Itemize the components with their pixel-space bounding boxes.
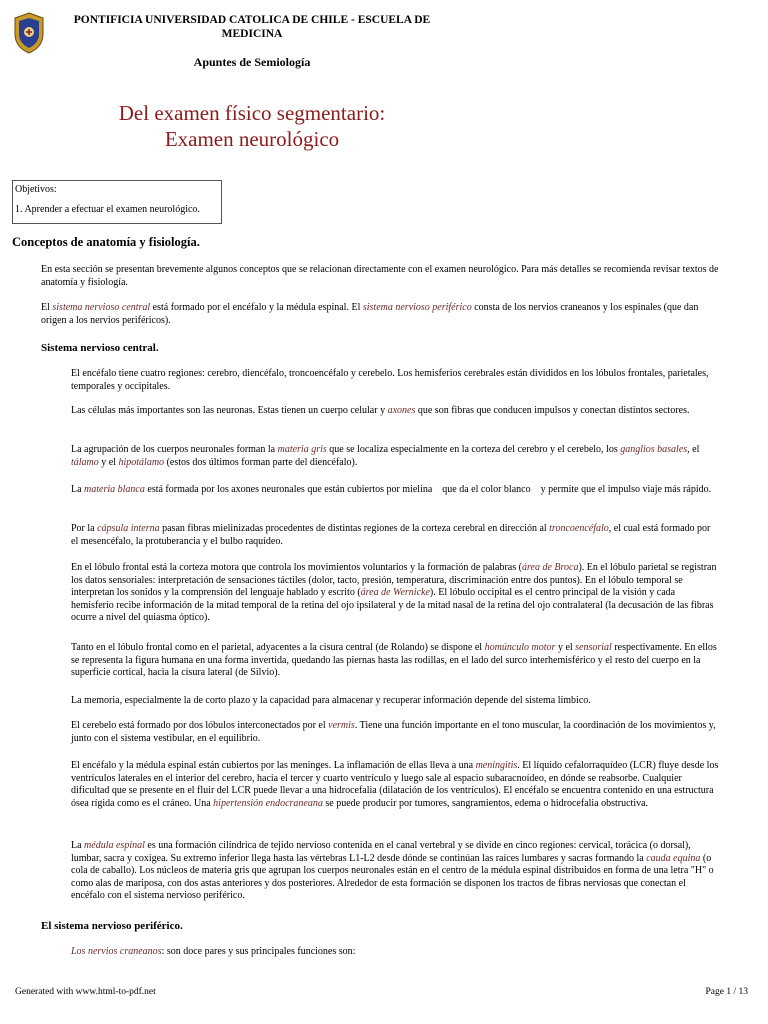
paragraph-lobes: En el lóbulo frontal está la corteza motora que controla los movimientos voluntarios y la formación de palabras (área de Broca). En el lóbulo parietal se registran los datos sensoriales: interpretación de sensaciones táctiles (dolor, tacto, presión, temperatura, discriminación entre dos puntos). En el lóbulo temporal se interpretan los sonidos y la comprensión del lenguaje hablado y escrito (área de Wernicke). El lóbulo occipital es el centro principal de la visión y cada hemisferio recibe información de la mitad temporal de la retina del ojo ipsilateral y de la mitad nasal de la retina del ojo contralateral (la decusación de las fibras ocurre a nivel del quiasma óptico).	[71, 562, 717, 624]
paragraph-white-matter: La materia blanca está formada por los axones neuronales que están cubiertos por mielina que da el color blanco y permite que el impulso viaje más rápido.	[71, 484, 712, 495]
page-title	[40, 100, 464, 152]
title-line-2: Examen neurológico	[164, 127, 340, 151]
document-subtitle: Apuntes de Semiología	[193, 55, 311, 69]
subsection-heading-cns: Sistema nervioso central.	[41, 342, 159, 354]
paragraph-cerebellum: El cerebelo está formado por dos lóbulos interconectados por el vermis. Tiene una función importante en el tono muscular, la coordinación de los movimientos y, junto con el sistema vestibular, en el equilibrio.	[71, 720, 716, 744]
paragraph-meninges: El encéfalo y la médula espinal están cubiertos por las meninges. La inflamación de ellas lleva a una meningitis. El líquido cefalorraquídeo (LCR) fluye desde los ventrículos laterales en el interior del cerebro, hacia el tercer y cuarto ventrículo y luego sale al espacio subaracnoídeo, en dónde se reabsorbe. Cualquier dificultad que se presente en el fluir del LCR puede llevar a una hidrocefalia (dilatación de los ventrículos). El encéfalo se encuentra contenido en una estructura ósea rígida como es el cráneo. Una hipertensión endocraneana se puede producir por tumores, sangramientos, edema o hidrocefalia obstructiva.	[71, 760, 719, 809]
title-line-1: Del examen físico segmentario:	[118, 101, 386, 125]
paragraph-spinal-cord: La médula espinal es una formación cilíndrica de tejido nervioso contenida en el canal vertebral y se divide en cinco regiones: cervical, torácica (o dorsal), lumbar, sacra y coxigea. Su extremo inferior llega hasta las vértebras L1-L2 desde dónde se continúan las raíces lumbares y sacras formando la cauda equina (o cola de caballo). Los núcleos de materia gris que agrupan los cuerpos neuronales están en el centro de la médula espinal distribuidos en forma de una letra "H" o como alas de mariposa, con dos astas anteriores y dos posteriores. Alrededor de esta formación se disponen los tractos de fibras nerviosas que conectan el encéfalo con el sistema nervioso periférico.	[71, 840, 714, 902]
university-seal-icon	[12, 12, 46, 54]
objectives-item: 1. Aprender a efectuar el examen neurológico.	[15, 204, 200, 215]
objectives-box	[12, 180, 222, 224]
paragraph-neurons: Las células más importantes son las neuronas. Estas tienen un cuerpo celular y axones que son fibras que conducen impulsos y conectan distintos sectores.	[71, 405, 690, 416]
paragraph-memory: La memoria, especialmente la de corto plazo y la capacidad para almacenar y recuperar información depende del sistema límbico.	[71, 695, 591, 706]
paragraph-gray-matter: La agrupación de los cuerpos neuronales forman la materia gris que se localiza especialmente en la corteza del cerebro y el cerebelo, los ganglios basales, el tálamo y el hipotálamo (estos dos últimos forman parte del diencéfalo).	[71, 444, 700, 468]
subsection-heading-pns: El sistema nervioso periférico.	[41, 920, 183, 932]
footer-generator: Generated with www.html-to-pdf.net	[15, 987, 156, 997]
paragraph-regions: El encéfalo tiene cuatro regiones: cerebro, diencéfalo, troncoencéfalo y cerebelo. Los hemisferios cerebrales están divididos en los lóbulos frontales, parietales, temporales y occipitales.	[71, 368, 709, 392]
objectives-heading: Objetivos:	[15, 184, 57, 195]
footer-page-number: Page 1 / 13	[705, 987, 748, 997]
institution-name: PONTIFICIA UNIVERSIDAD CATOLICA DE CHILE - ESCUELA DE MEDICINA	[73, 14, 431, 40]
paragraph-intro: En esta sección se presentan brevemente algunos conceptos que se relacionan directamente con el examen neurológico. Para más detalles se recomienda revisar textos de anatomía y fisiología.	[41, 264, 719, 288]
paragraph-homunculus: Tanto en el lóbulo frontal como en el parietal, adyacentes a la cisura central (de Rolando) se dispone el homúnculo motor y el sensorial respectivamente. En ellos se representa la figura humana en una forma invertida, quedando las piernas hasta las rodillas, en el lado del surco interhemisférico y el resto del cuerpo en la superficie cortical, hacia la cisura lateral (de Silvio).	[71, 642, 717, 679]
paragraph-cranial-nerves: Los nervios craneanos: son doce pares y sus principales funciones son:	[71, 946, 356, 957]
section-heading: Conceptos de anatomía y fisiología.	[12, 235, 200, 249]
paragraph-internal-capsule: Por la cápsula interna pasan fibras mielinizadas procedentes de distintas regiones de la corteza cerebral en dirección al troncoencéfalo, el cual está formado por el mesencéfalo, la protuberancia y el bulbo raquídeo.	[71, 523, 711, 547]
paragraph-systems: El sistema nervioso central está formado por el encéfalo y la médula espinal. El sistema nervioso periférico consta de los nervios craneanos y los espinales (que dan origen a los nervios periféricos).	[41, 302, 699, 326]
